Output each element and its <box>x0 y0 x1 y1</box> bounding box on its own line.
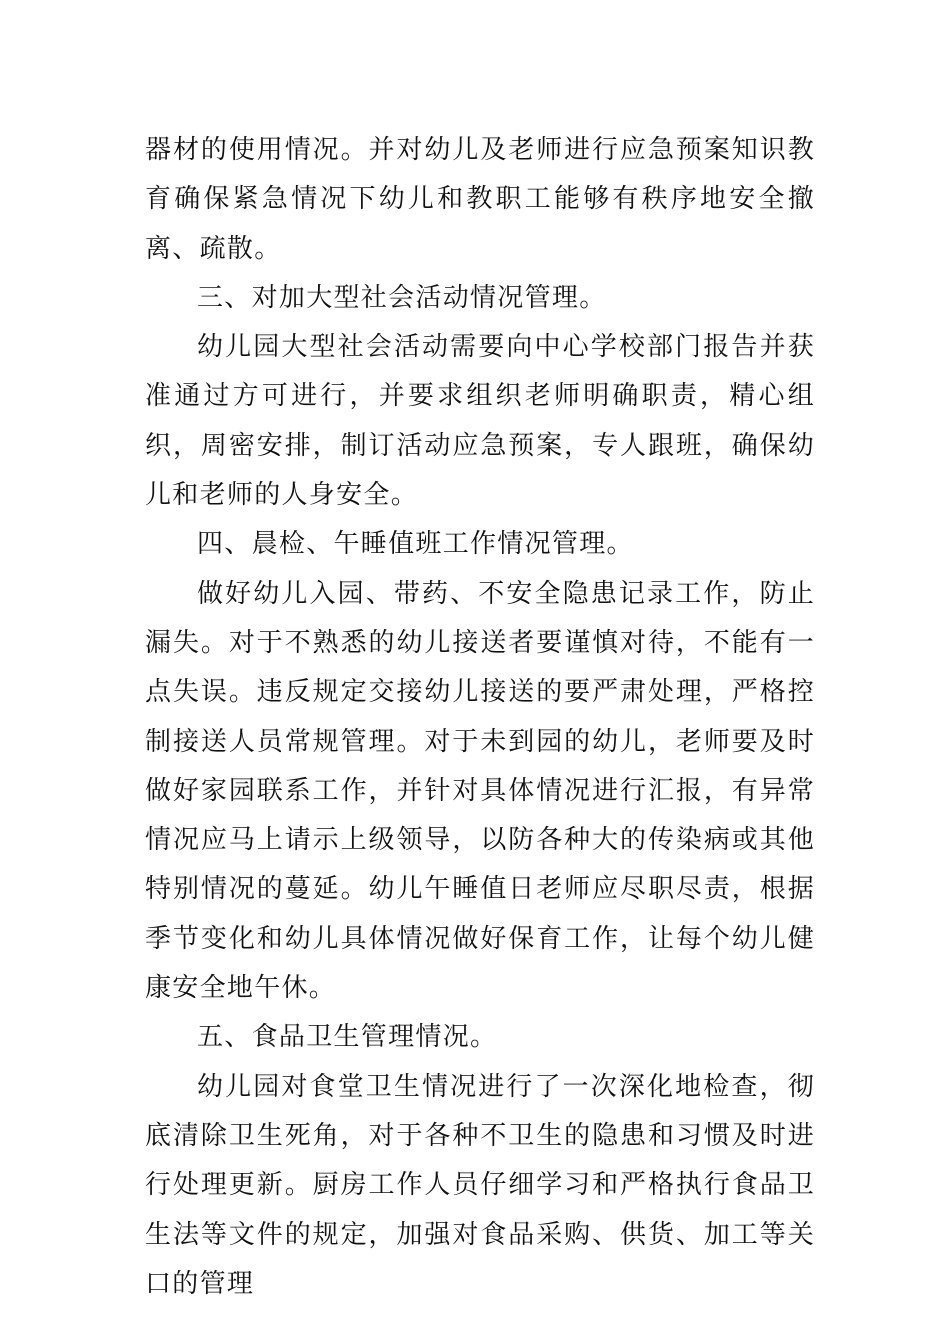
heading-section-five: 五、食品卫生管理情况。 <box>197 1022 498 1053</box>
paragraph-morning-check-nap-duty: 做好幼儿入园、带药、不安全隐患记录工作，防止漏失。对于不熟悉的幼儿接送者要谨慎对待，不能有一点失误。违反规定交接幼儿接送的要严肃处理，严格控制接送人员常规管理。对于未到园的幼儿，老师要及时做好家园联系工作，并针对具体情况进行汇报，有异常情况应马上请示上级领导，以防各种大的传染病或其他特别情况的蔓延。幼儿午睡值日老师应尽职尽责，根据季节变化和幼儿具体情况做好保育工作，让每个幼儿健康安全地午休。 <box>145 578 815 1004</box>
paragraph-equipment-usage: 器材的使用情况。并对幼儿及老师进行应急预案知识教育确保紧急情况下幼儿和教职工能够有秩序地安全撤离、疏散。 <box>145 135 815 264</box>
paragraph-food-hygiene: 幼儿园对食堂卫生情况进行了一次深化地检查，彻底清除卫生死角，对于各种不卫生的隐患和习惯及时进行处理更新。厨房工作人员仔细学习和严格执行食品卫生法等文件的规定，加强对食品采购、供货、加工等关口的管理 <box>145 1071 815 1299</box>
heading-section-four: 四、晨检、午睡值班工作情况管理。 <box>197 529 634 560</box>
heading-section-three: 三、对加大型社会活动情况管理。 <box>197 282 607 313</box>
paragraph-large-activities: 幼儿园大型社会活动需要向中心学校部门报告并获准通过方可进行，并要求组织老师明确职责，精心组织，周密安排，制订活动应急预案，专人跟班，确保幼儿和老师的人身安全。 <box>145 332 815 511</box>
document-body <box>145 126 815 1309</box>
